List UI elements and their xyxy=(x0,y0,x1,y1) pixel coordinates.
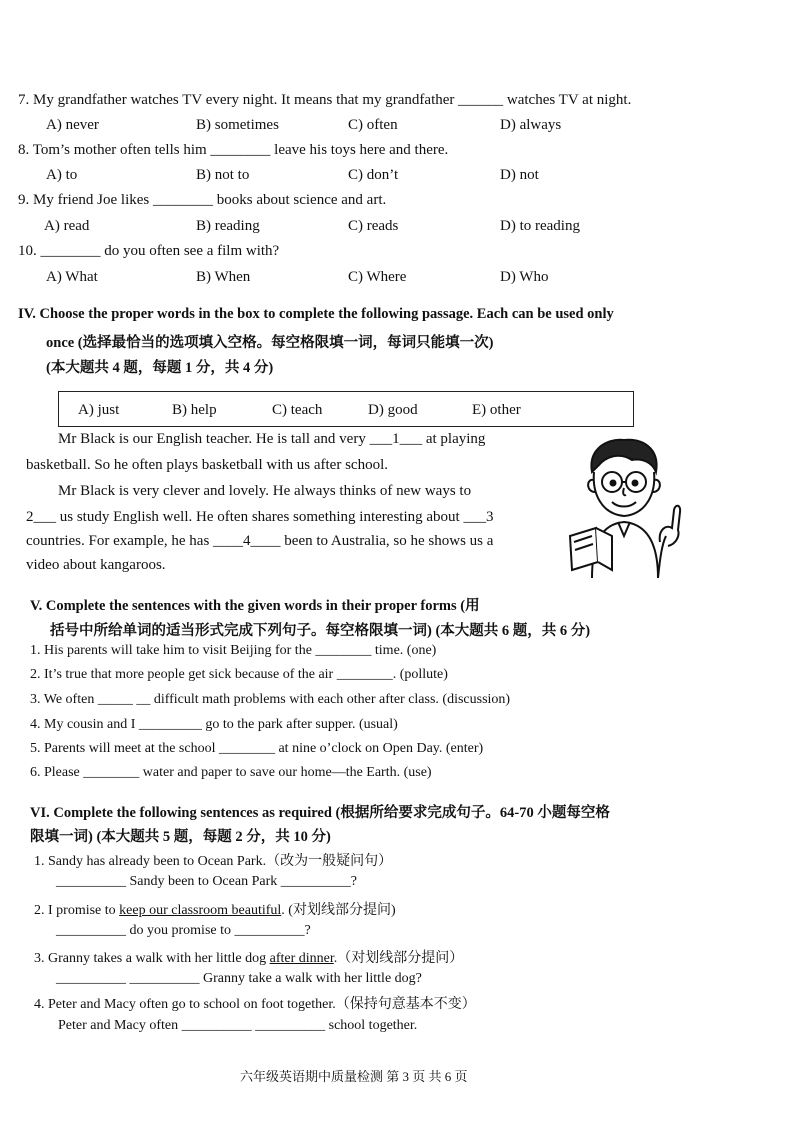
section-5-item-6: 6. Please ________ water and paper to save our home—the Earth. (use) xyxy=(30,765,432,780)
q8-option-d: D) not xyxy=(500,167,539,183)
section-6-item-1-answer: __________ Sandy been to Ocean Park __________? xyxy=(56,874,357,889)
q7-option-b: B) sometimes xyxy=(196,117,279,133)
section-5-item-2: 2. It’s true that more people get sick because of the air ________. (pollute) xyxy=(30,667,448,682)
passage-line-4: 2___ us study English well. He often shares something interesting about ___3 xyxy=(26,509,494,525)
section-4-heading: IV. Choose the proper words in the box to complete the following passage. Each can be used only xyxy=(18,306,614,322)
question-8-stem: 8. Tom’s mother often tells him ________ leave his toys here and there. xyxy=(18,142,449,158)
page-footer: 六年级英语期中质量检测 第 3 页 共 6 页 xyxy=(240,1069,468,1084)
section-6-heading: VI. Complete the following sentences as required (根据所给要求完成句子。64-70 小题每空格 xyxy=(30,805,610,821)
q7-option-d: D) always xyxy=(500,117,562,133)
q9-option-d: D) to reading xyxy=(500,218,580,234)
section-6-item-4-question: 4. Peter and Macy often go to school on foot together.（保持句意基本不变） xyxy=(34,997,476,1012)
passage-line-1: Mr Black is our English teacher. He is tall and very ___1___ at playing xyxy=(58,431,486,447)
section-6-item-4-answer: Peter and Macy often __________ __________ school together. xyxy=(58,1018,418,1033)
passage-line-6: video about kangaroos. xyxy=(26,557,166,573)
section-5-item-3: 3. We often _____ __ difficult math problems with each other after class. (discussion) xyxy=(30,692,511,707)
q7-option-a: A) never xyxy=(46,117,99,133)
section-6-instruction: 限填一词) (本大题共 5 题，每题 2 分，共 10 分) xyxy=(30,829,331,845)
q8-option-b: B) not to xyxy=(196,167,250,183)
item-2-underlined: keep our classroom beautiful xyxy=(119,903,282,918)
q9-option-a: A) read xyxy=(44,218,90,234)
item-3-prefix: 3. Granny takes a walk with her little dog xyxy=(34,951,270,966)
q8-option-a: A) to xyxy=(46,167,78,183)
teacher-illustration xyxy=(562,432,688,578)
section-5-item-5: 5. Parents will meet at the school ________ at nine o’clock on Open Day. (enter) xyxy=(30,741,484,756)
q10-option-a: A) What xyxy=(46,269,98,285)
section-5-instruction: 括号中所给单词的适当形式完成下列句子。每空格限填一词) (本大题共 6 题，共 6 分) xyxy=(50,623,591,639)
passage-line-2: basketball. So he often plays basketball with us after school. xyxy=(26,457,388,473)
section-4-score: (本大题共 4 题，每题 1 分，共 4 分) xyxy=(46,360,274,376)
section-6-item-2-answer: __________ do you promise to __________? xyxy=(56,923,311,938)
passage-line-3: Mr Black is very clever and lovely. He always thinks of new ways to xyxy=(58,483,472,499)
section-6-item-3-answer: __________ __________ Granny take a walk with her little dog? xyxy=(56,971,422,986)
q8-option-c: C) don’t xyxy=(348,167,399,183)
q9-option-b: B) reading xyxy=(196,218,260,234)
item-2-prefix: 2. I promise to xyxy=(34,903,120,918)
q10-option-b: B) When xyxy=(196,269,251,285)
q7-option-c: C) often xyxy=(348,117,398,133)
section-5-item-1: 1. His parents will take him to visit Beijing for the ________ time. (one) xyxy=(30,643,437,658)
item-3-underlined: after dinner xyxy=(269,951,334,966)
word-box-b: B) help xyxy=(172,402,217,418)
word-box-d: D) good xyxy=(368,402,418,418)
q10-option-d: D) Who xyxy=(500,269,549,285)
word-box-a: A) just xyxy=(78,402,120,418)
section-6-item-2-question xyxy=(34,899,396,919)
word-box-c: C) teach xyxy=(272,402,323,418)
section-5-item-4: 4. My cousin and I _________ go to the park after supper. (usual) xyxy=(30,717,398,732)
section-5-heading: V. Complete the sentences with the given words in their proper forms (用 xyxy=(30,598,480,614)
word-box xyxy=(58,391,634,427)
question-7-stem: 7. My grandfather watches TV every night. It means that my grandfather ______ watches TV at night. xyxy=(18,92,632,108)
passage-line-5: countries. For example, he has ____4____ been to Australia, so he shows us a xyxy=(26,533,494,549)
section-4-instruction: once (选择最恰当的选项填入空格。每空格限填一词，每词只能填一次) xyxy=(46,335,494,351)
item-3-suffix: .（对划线部分提问） xyxy=(333,951,464,966)
section-6-item-3-question xyxy=(34,947,463,967)
section-6-item-1-question: 1. Sandy has already been to Ocean Park.（改为一般疑问句） xyxy=(34,854,393,869)
word-box-e: E) other xyxy=(472,402,521,418)
q9-option-c: C) reads xyxy=(348,218,399,234)
question-9-stem: 9. My friend Joe likes ________ books about science and art. xyxy=(18,192,387,208)
item-2-suffix: . (对划线部分提问) xyxy=(281,903,396,918)
q10-option-c: C) Where xyxy=(348,269,407,285)
question-10-stem: 10. ________ do you often see a film with? xyxy=(18,243,280,259)
